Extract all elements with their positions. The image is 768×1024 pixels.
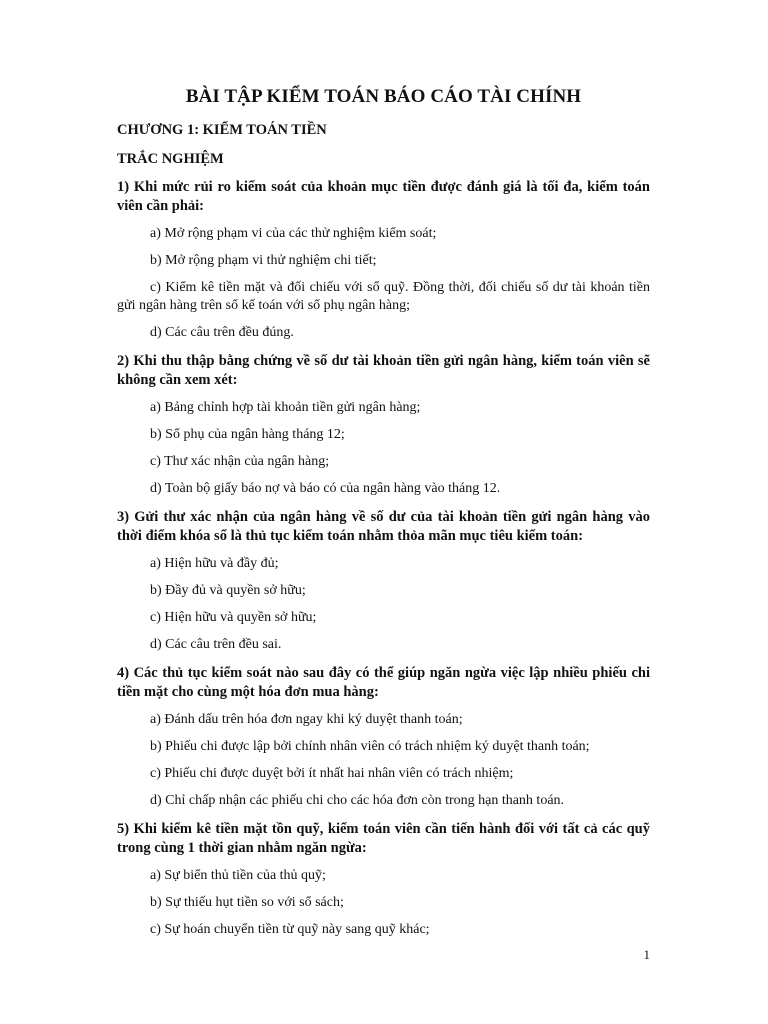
question-3 <box>117 508 650 654</box>
answer-option: a) Sự biển thủ tiền của thủ quỹ; <box>150 868 326 883</box>
question-2 <box>117 352 650 498</box>
answer-option: b) Phiếu chi được lập bởi chính nhân viên có trách nhiệm ký duyệt thanh toán; <box>150 739 590 754</box>
answer-option: a) Đánh dấu trên hóa đơn ngay khi ký duyệt thanh toán; <box>150 712 463 727</box>
answer-option: b) Sổ phụ của ngân hàng tháng 12; <box>150 427 345 442</box>
section-heading: TRẮC NGHIỆM <box>117 151 224 167</box>
document-title: BÀI TẬP KIỂM TOÁN BÁO CÁO TÀI CHÍNH <box>185 86 582 107</box>
answer-option: d) Các câu trên đều sai. <box>150 637 282 652</box>
question-text: 2) Khi thu thập bằng chứng về số dư tài khoản tiền gửi ngân hàng, kiểm toán viên sẽ không cần xem xét: <box>117 353 650 388</box>
question-text: 1) Khi mức rủi ro kiểm soát của khoản mục tiền được đánh giá là tối đa, kiểm toán viên cần phải: <box>117 179 650 214</box>
answer-option: b) Đầy đủ và quyền sở hữu; <box>150 583 306 598</box>
question-text: 3) Gửi thư xác nhận của ngân hàng về số dư của tài khoản tiền gửi ngân hàng vào thời điểm khóa sổ là thủ tục kiểm toán nhằm thỏa mãn mục tiêu kiểm toán: <box>117 509 650 544</box>
question-1 <box>117 178 650 342</box>
question-4 <box>117 664 650 810</box>
answer-option: d) Toàn bộ giấy báo nợ và báo có của ngân hàng vào tháng 12. <box>150 481 501 496</box>
question-text: 4) Các thủ tục kiểm soát nào sau đây có thể giúp ngăn ngừa việc lập nhiều phiếu chi tiền mặt cho cùng một hóa đơn mua hàng: <box>117 665 650 700</box>
answer-option: b) Mở rộng phạm vi thử nghiệm chi tiết; <box>150 253 377 268</box>
question-5 <box>117 820 650 939</box>
answer-option: a) Mở rộng phạm vi của các thử nghiệm kiểm soát; <box>150 226 437 241</box>
question-text: 5) Khi kiểm kê tiền mặt tồn quỹ, kiểm toán viên cần tiến hành đối với tất cả các quỹ trong cùng 1 thời gian nhằm ngăn ngừa: <box>117 821 650 856</box>
answer-option: a) Bảng chỉnh hợp tài khoản tiền gửi ngân hàng; <box>150 400 421 415</box>
answer-option: a) Hiện hữu và đầy đủ; <box>150 556 279 571</box>
answer-option: c) Hiện hữu và quyền sở hữu; <box>150 610 317 625</box>
answer-option: c) Phiếu chi được duyệt bởi ít nhất hai nhân viên có trách nhiệm; <box>150 766 514 781</box>
chapter-heading: CHƯƠNG 1: KIỂM TOÁN TIỀN <box>117 122 327 138</box>
answer-option: c) Kiểm kê tiền mặt và đối chiếu với sổ quỹ. Đồng thời, đối chiếu số dư tài khoản tiền gửi ngân hàng trên sổ kế toán với sổ phụ ngân hàng; <box>117 280 650 313</box>
answer-option: d) Các câu trên đều đúng. <box>150 325 294 340</box>
document-content <box>117 86 650 949</box>
answer-option: b) Sự thiếu hụt tiền so với sổ sách; <box>150 895 344 910</box>
answer-option: c) Thư xác nhận của ngân hàng; <box>150 454 330 469</box>
page-number: 1 <box>643 947 650 962</box>
answer-option: c) Sự hoán chuyển tiền từ quỹ này sang quỹ khác; <box>150 922 430 937</box>
answer-option: d) Chỉ chấp nhận các phiếu chi cho các hóa đơn còn trong hạn thanh toán. <box>150 793 565 808</box>
